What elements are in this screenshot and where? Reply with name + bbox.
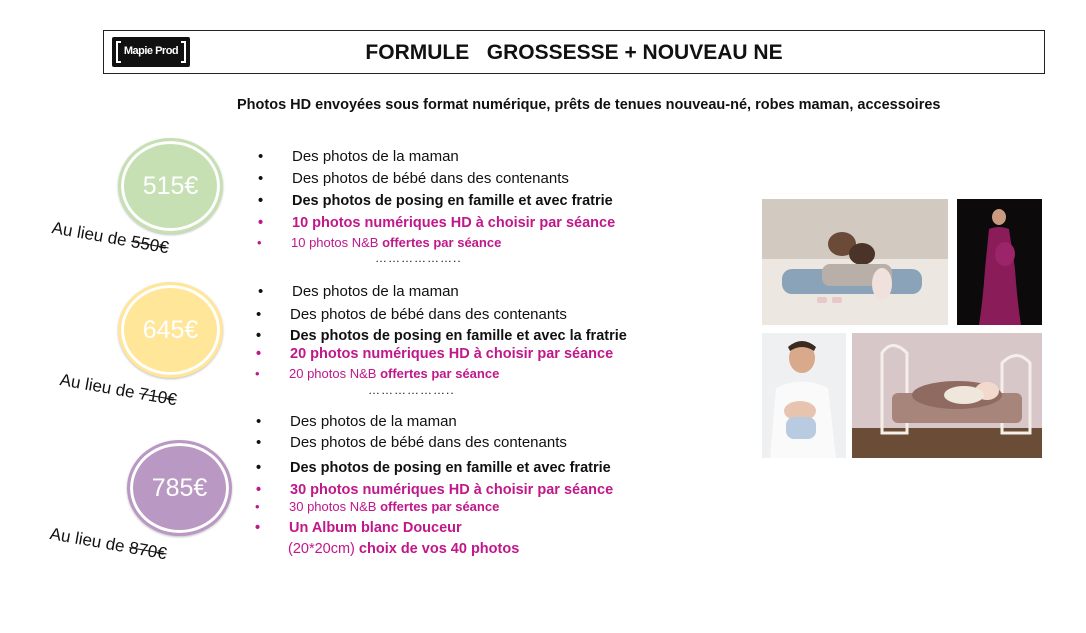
old-price-3: 870€ [127,538,169,564]
list-item: • Des photos de bébé dans des contenants [290,306,567,323]
separator-dots-1: ……………….. [375,251,462,265]
nb-photos-3: 30 photos N&B [289,499,377,514]
maternity-illustration [957,199,1042,325]
nb-offer-3: offertes par séance [380,499,500,514]
price-1: 515€ [142,172,199,200]
list-item: • 30 photos numériques HD à choisir par séance [290,482,613,498]
price-circle-1 [118,138,223,234]
list-item [289,366,499,381]
page-title: FORMULE GROSSESSE + NOUVEAU NE [365,41,783,64]
nb-offer-2: offertes par séance [380,366,500,381]
list-item: • 20 photos numériques HD à choisir par séance [290,346,613,362]
family-bed-photo [762,199,948,325]
list-item: • Des photos de posing en famille et avec fratrie [292,193,613,209]
album-details [288,541,519,557]
father-illustration [762,333,846,458]
list-item: • Des photos de la maman [292,283,459,300]
list-item: • Un Album blanc Douceur [289,520,462,536]
was-prefix-3: Au lieu de [48,524,131,557]
list-item: • Des photos de la maman [292,148,459,165]
list-item: • Des photos de posing en famille et avec fratrie [290,460,611,476]
logo-text: Mapie Prod [123,45,179,57]
price-circle-2 [118,282,223,378]
separator-dots-2: ……………….. [368,383,455,397]
list-item: • Des photos de la maman [290,413,457,430]
nb-offer-1: offertes par séance [382,235,502,250]
was-prefix-2: Au lieu de [58,370,141,403]
list-item: • Des photos de posing en famille et avec la fratrie [290,328,627,344]
nb-photos-1: 10 photos N&B [291,235,379,250]
header-box [103,30,1045,74]
newborn-bed-photo [852,333,1042,458]
old-price-1: 550€ [129,232,171,258]
price-3: 785€ [151,474,208,502]
album-size: (20*20cm) [288,541,355,557]
father-baby-photo [762,333,846,458]
album-choice: choix de vos 40 photos [358,541,520,557]
list-item: • Des photos de bébé dans des contenants [292,170,569,187]
list-item [289,499,499,514]
price-2: 645€ [142,316,199,344]
list-item: • Des photos de bébé dans des contenants [290,434,567,451]
was-prefix-1: Au lieu de [50,218,133,251]
nb-photos-2: 20 photos N&B [289,366,377,381]
list-item [291,235,501,250]
price-circle-3 [127,440,232,536]
list-item: • 10 photos numériques HD à choisir par séance [292,215,615,231]
old-price-2: 710€ [137,384,179,410]
newborn-illustration [852,333,1042,458]
maternity-dress-photo [957,199,1042,325]
family-bed-illustration [762,199,948,325]
subtitle: Photos HD envoyées sous format numérique, prêts de tenues nouveau-né, robes maman, accessoires [237,97,941,113]
